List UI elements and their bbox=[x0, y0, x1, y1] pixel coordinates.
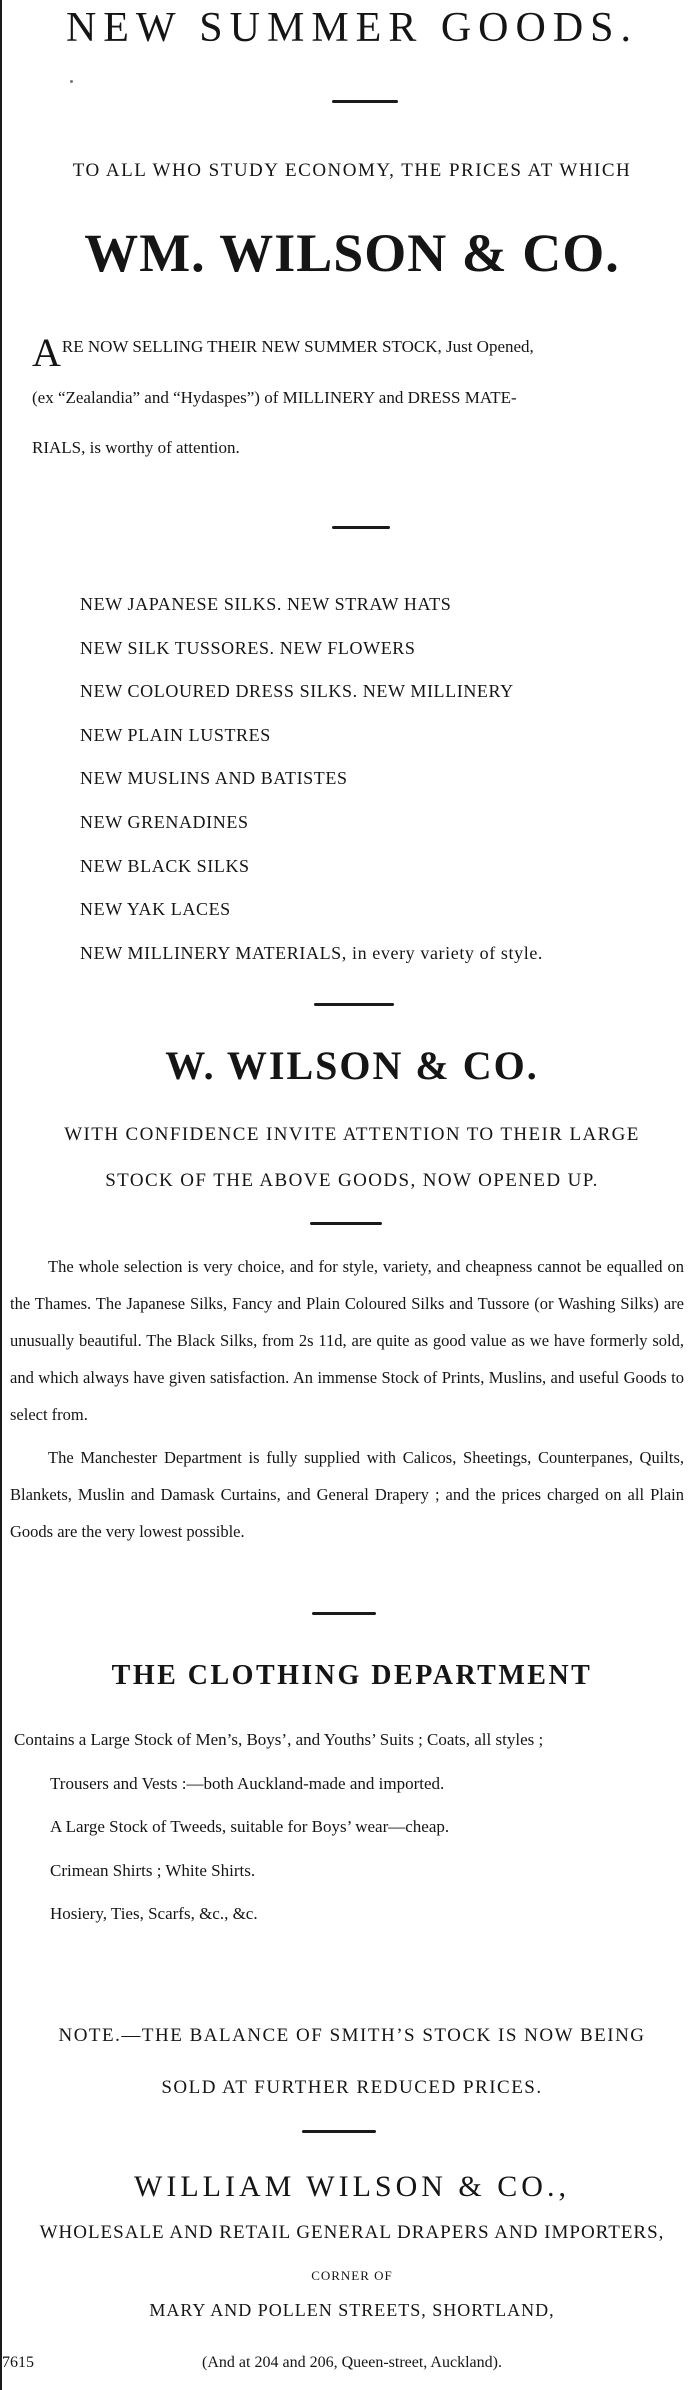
footer-firm-name: WILLIAM WILSON & CO., bbox=[134, 2170, 570, 2203]
list-item: Hosiery, Ties, Scarfs, &c., &c. bbox=[50, 1904, 258, 1923]
invitation-text bbox=[2, 1112, 700, 1204]
firm-name-subheading: W. WILSON & CO. bbox=[165, 1043, 539, 1088]
street-address: MARY AND POLLEN STREETS, SHORTLAND, bbox=[149, 2300, 555, 2320]
divider-rule bbox=[314, 1003, 394, 1006]
list-item: NEW GRENADINES bbox=[80, 811, 249, 832]
description-paragraph-1: The whole selection is very choice, and for style, variety, and cheapness cannot be equalled on the Thames. The Japanese Silks, Fancy and Plain Coloured Silks and Tussore (or Washing Silks) are unusually beautiful. The Black Silks, from 2s 11d, are quite as good value as we have formerly sold, and which always have given satisfaction. An immense Stock of Prints, Muslins, and useful Goods to select from. bbox=[10, 1257, 684, 1424]
list-item: NEW COLOURED DRESS SILKS. NEW MILLINERY bbox=[80, 681, 514, 702]
note-text bbox=[2, 2010, 700, 2114]
ad-number: 7615 bbox=[2, 2354, 34, 2371]
print-speck bbox=[70, 80, 73, 83]
announcement-line-1: ARE NOW SELLING THEIR NEW SUMMER STOCK, Just Opened, bbox=[32, 330, 534, 375]
goods-list bbox=[80, 583, 543, 975]
page-title: NEW SUMMER GOODS. bbox=[65, 5, 639, 51]
auckland-address: (And at 204 and 206, Queen-street, Auckland). bbox=[202, 2354, 502, 2371]
list-item: Trousers and Vests :—both Auckland-made and imported. bbox=[50, 1773, 445, 1793]
list-item: NEW YAK LACES bbox=[80, 899, 231, 920]
announcement-paragraph bbox=[32, 322, 696, 473]
trade-description: WHOLESALE AND RETAIL GENERAL DRAPERS AND IMPORTERS, bbox=[39, 2222, 665, 2243]
list-item: NEW SILK TUSSORES. NEW FLOWERS bbox=[80, 637, 416, 658]
firm-name-heading: WM. WILSON & CO. bbox=[84, 223, 620, 283]
list-item: NEW JAPANESE SILKS. NEW STRAW HATS bbox=[80, 594, 452, 614]
list-item: NEW MUSLINS AND BATISTES bbox=[80, 768, 348, 789]
corner-of-label: CORNER OF bbox=[311, 2268, 393, 2283]
list-item: NEW BLACK SILKS bbox=[80, 855, 250, 876]
invitation-line-1: WITH CONFIDENCE INVITE ATTENTION TO THEIR LARGE bbox=[64, 1124, 640, 1145]
divider-rule bbox=[302, 2130, 376, 2133]
list-item: Crimean Shirts ; White Shirts. bbox=[50, 1860, 256, 1880]
divider-rule bbox=[332, 526, 390, 529]
divider-rule bbox=[312, 1612, 376, 1615]
list-item: Contains a Large Stock of Men’s, Boys’, and Youths’ Suits ; Coats, all styles ; bbox=[14, 1730, 544, 1749]
description-paragraph-2: The Manchester Department is fully supplied with Calicos, Sheetings, Counterpanes, Quilts, Blankets, Muslin and Damask Curtains, and General Drapery ; and the prices charged on all Plain Goods are the very lowest possible. bbox=[10, 1448, 684, 1541]
announcement-line-2: (ex “Zealandia” and “Hydaspes”) of MILLINERY and DRESS MATE- bbox=[32, 388, 517, 407]
list-item: NEW MILLINERY MATERIALS, in every variety of style. bbox=[80, 942, 544, 963]
note-line-2: SOLD AT FURTHER REDUCED PRICES. bbox=[161, 2077, 543, 2098]
intro-line: TO ALL WHO STUDY ECONOMY, THE PRICES AT WHICH bbox=[72, 160, 632, 181]
list-item: A Large Stock of Tweeds, suitable for Boys’ wear—cheap. bbox=[50, 1817, 450, 1836]
divider-rule bbox=[332, 100, 398, 103]
clothing-list bbox=[14, 1718, 543, 1936]
note-line-1: NOTE.—THE BALANCE OF SMITH’S STOCK IS NOW BEING bbox=[58, 2025, 646, 2046]
list-item: NEW PLAIN LUSTRES bbox=[80, 724, 271, 745]
divider-rule bbox=[310, 1222, 382, 1225]
drop-cap: A bbox=[32, 330, 61, 375]
description-section bbox=[10, 1248, 684, 1550]
clothing-heading: THE CLOTHING DEPARTMENT bbox=[111, 1660, 593, 1691]
invitation-line-2: STOCK OF THE ABOVE GOODS, NOW OPENED UP. bbox=[105, 1170, 599, 1191]
announcement-line-3: RIALS, is worthy of attention. bbox=[32, 438, 240, 457]
